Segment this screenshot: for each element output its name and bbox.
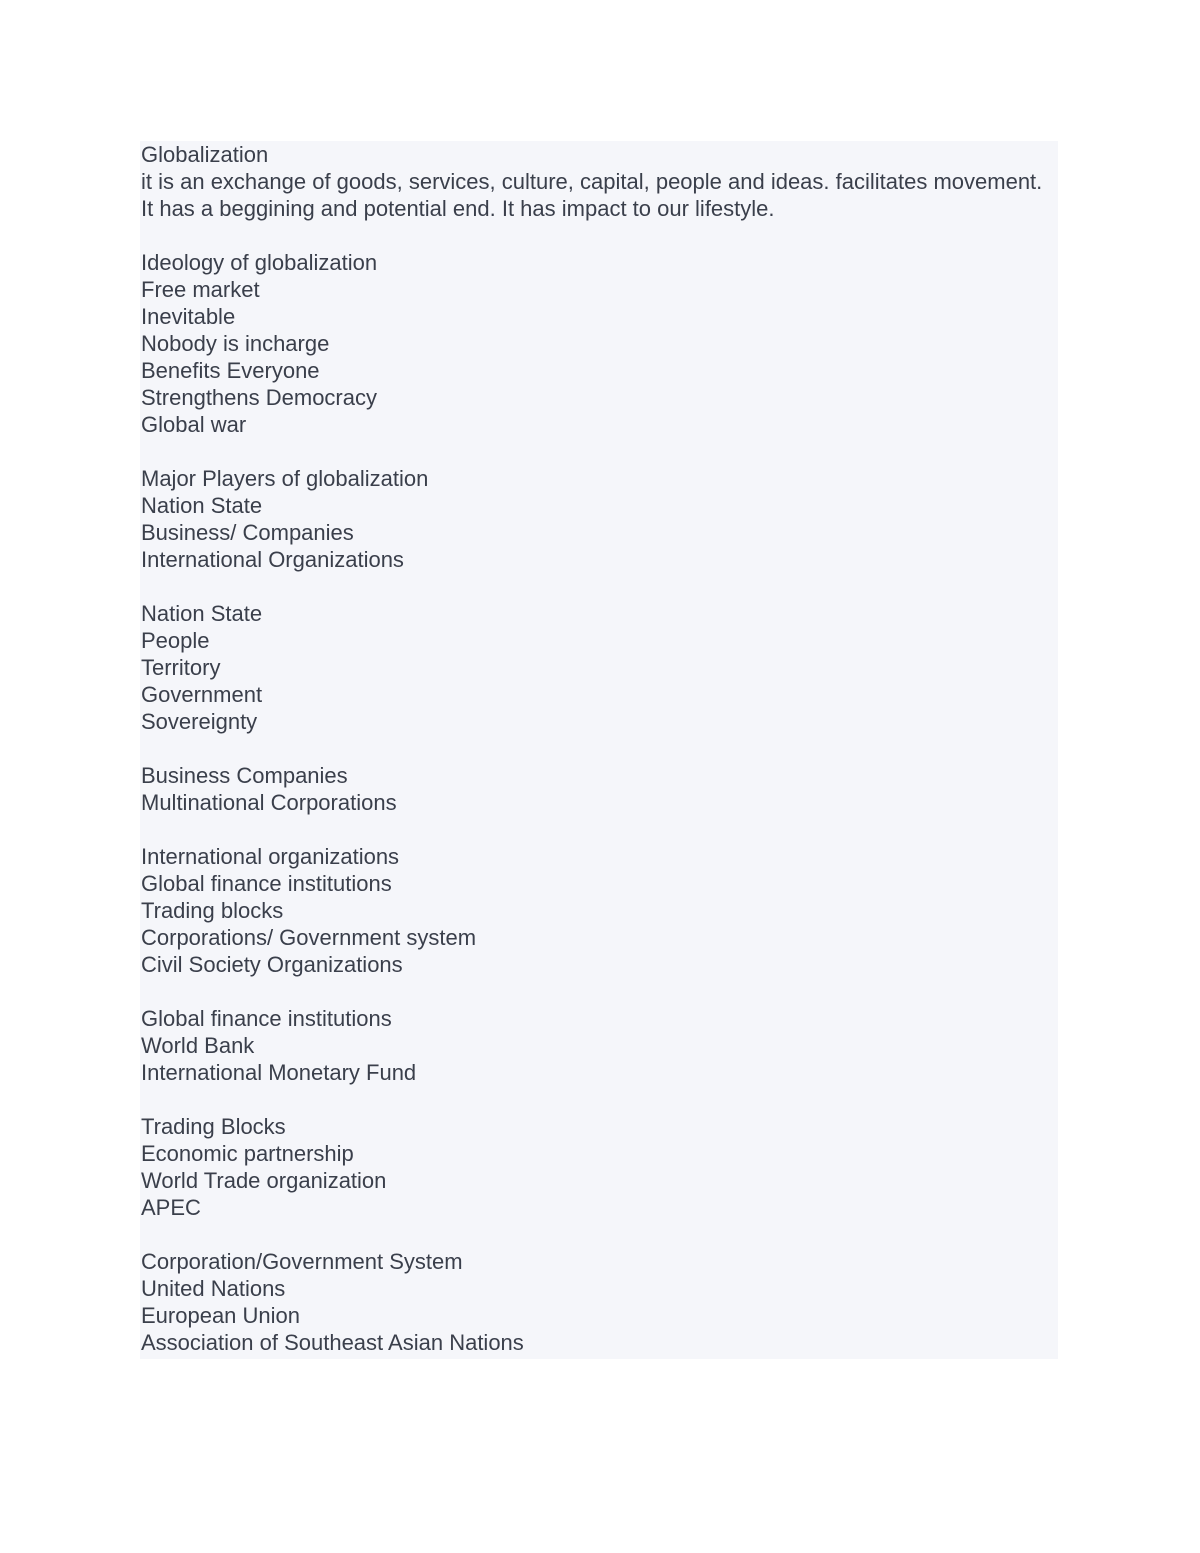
list-item: Global finance institutions (141, 871, 392, 896)
list-item: Economic partnership (141, 1141, 354, 1166)
blank-line (141, 1221, 1058, 1248)
section-paragraph: it is an exchange of goods, services, culture, capital, people and ideas. facilitates movement. It has a beggining and potential end. It has impact to our lifestyle. (141, 169, 1043, 221)
list-item: Benefits Everyone (141, 358, 320, 383)
list-item: Trading blocks (141, 898, 284, 923)
list-item: Government (141, 682, 263, 707)
blank-line (141, 978, 1058, 1005)
section-heading: Nation State (141, 601, 263, 626)
list-item: European Union (141, 1303, 301, 1328)
list-item: United Nations (141, 1276, 286, 1301)
section-heading: Major Players of globalization (141, 466, 429, 491)
list-item: Corporations/ Government system (141, 925, 477, 950)
document-body (140, 141, 1058, 1359)
section-heading: Trading Blocks (141, 1114, 286, 1139)
list-item: International Monetary Fund (141, 1060, 417, 1085)
section-heading: Business Companies (141, 763, 348, 788)
list-item: Multinational Corporations (141, 790, 397, 815)
blank-line (141, 735, 1058, 762)
list-item: Civil Society Organizations (141, 952, 403, 977)
list-item: Territory (141, 655, 221, 680)
section-heading: Global finance institutions (141, 1006, 392, 1031)
list-item: Nation State (141, 493, 263, 518)
blank-line (141, 438, 1058, 465)
list-item: People (141, 628, 210, 653)
list-item: World Bank (141, 1033, 255, 1058)
list-item: World Trade organization (141, 1168, 387, 1193)
blank-line (141, 573, 1058, 600)
section-heading: International organizations (141, 844, 400, 869)
list-item: Nobody is incharge (141, 331, 330, 356)
list-item: Business/ Companies (141, 520, 354, 545)
list-item: Association of Southeast Asian Nations (141, 1330, 524, 1355)
list-item: Strengthens Democracy (141, 385, 377, 410)
blank-line (141, 222, 1058, 249)
blank-line (141, 1086, 1058, 1113)
blank-line (141, 816, 1058, 843)
list-item: Global war (141, 412, 247, 437)
list-item: Free market (141, 277, 260, 302)
list-item: Inevitable (141, 304, 236, 329)
section-heading: Ideology of globalization (141, 250, 378, 275)
section-heading: Globalization (141, 142, 269, 167)
section-heading: Corporation/Government System (141, 1249, 463, 1274)
list-item: International Organizations (141, 547, 404, 572)
list-item: APEC (141, 1195, 201, 1220)
list-item: Sovereignty (141, 709, 258, 734)
